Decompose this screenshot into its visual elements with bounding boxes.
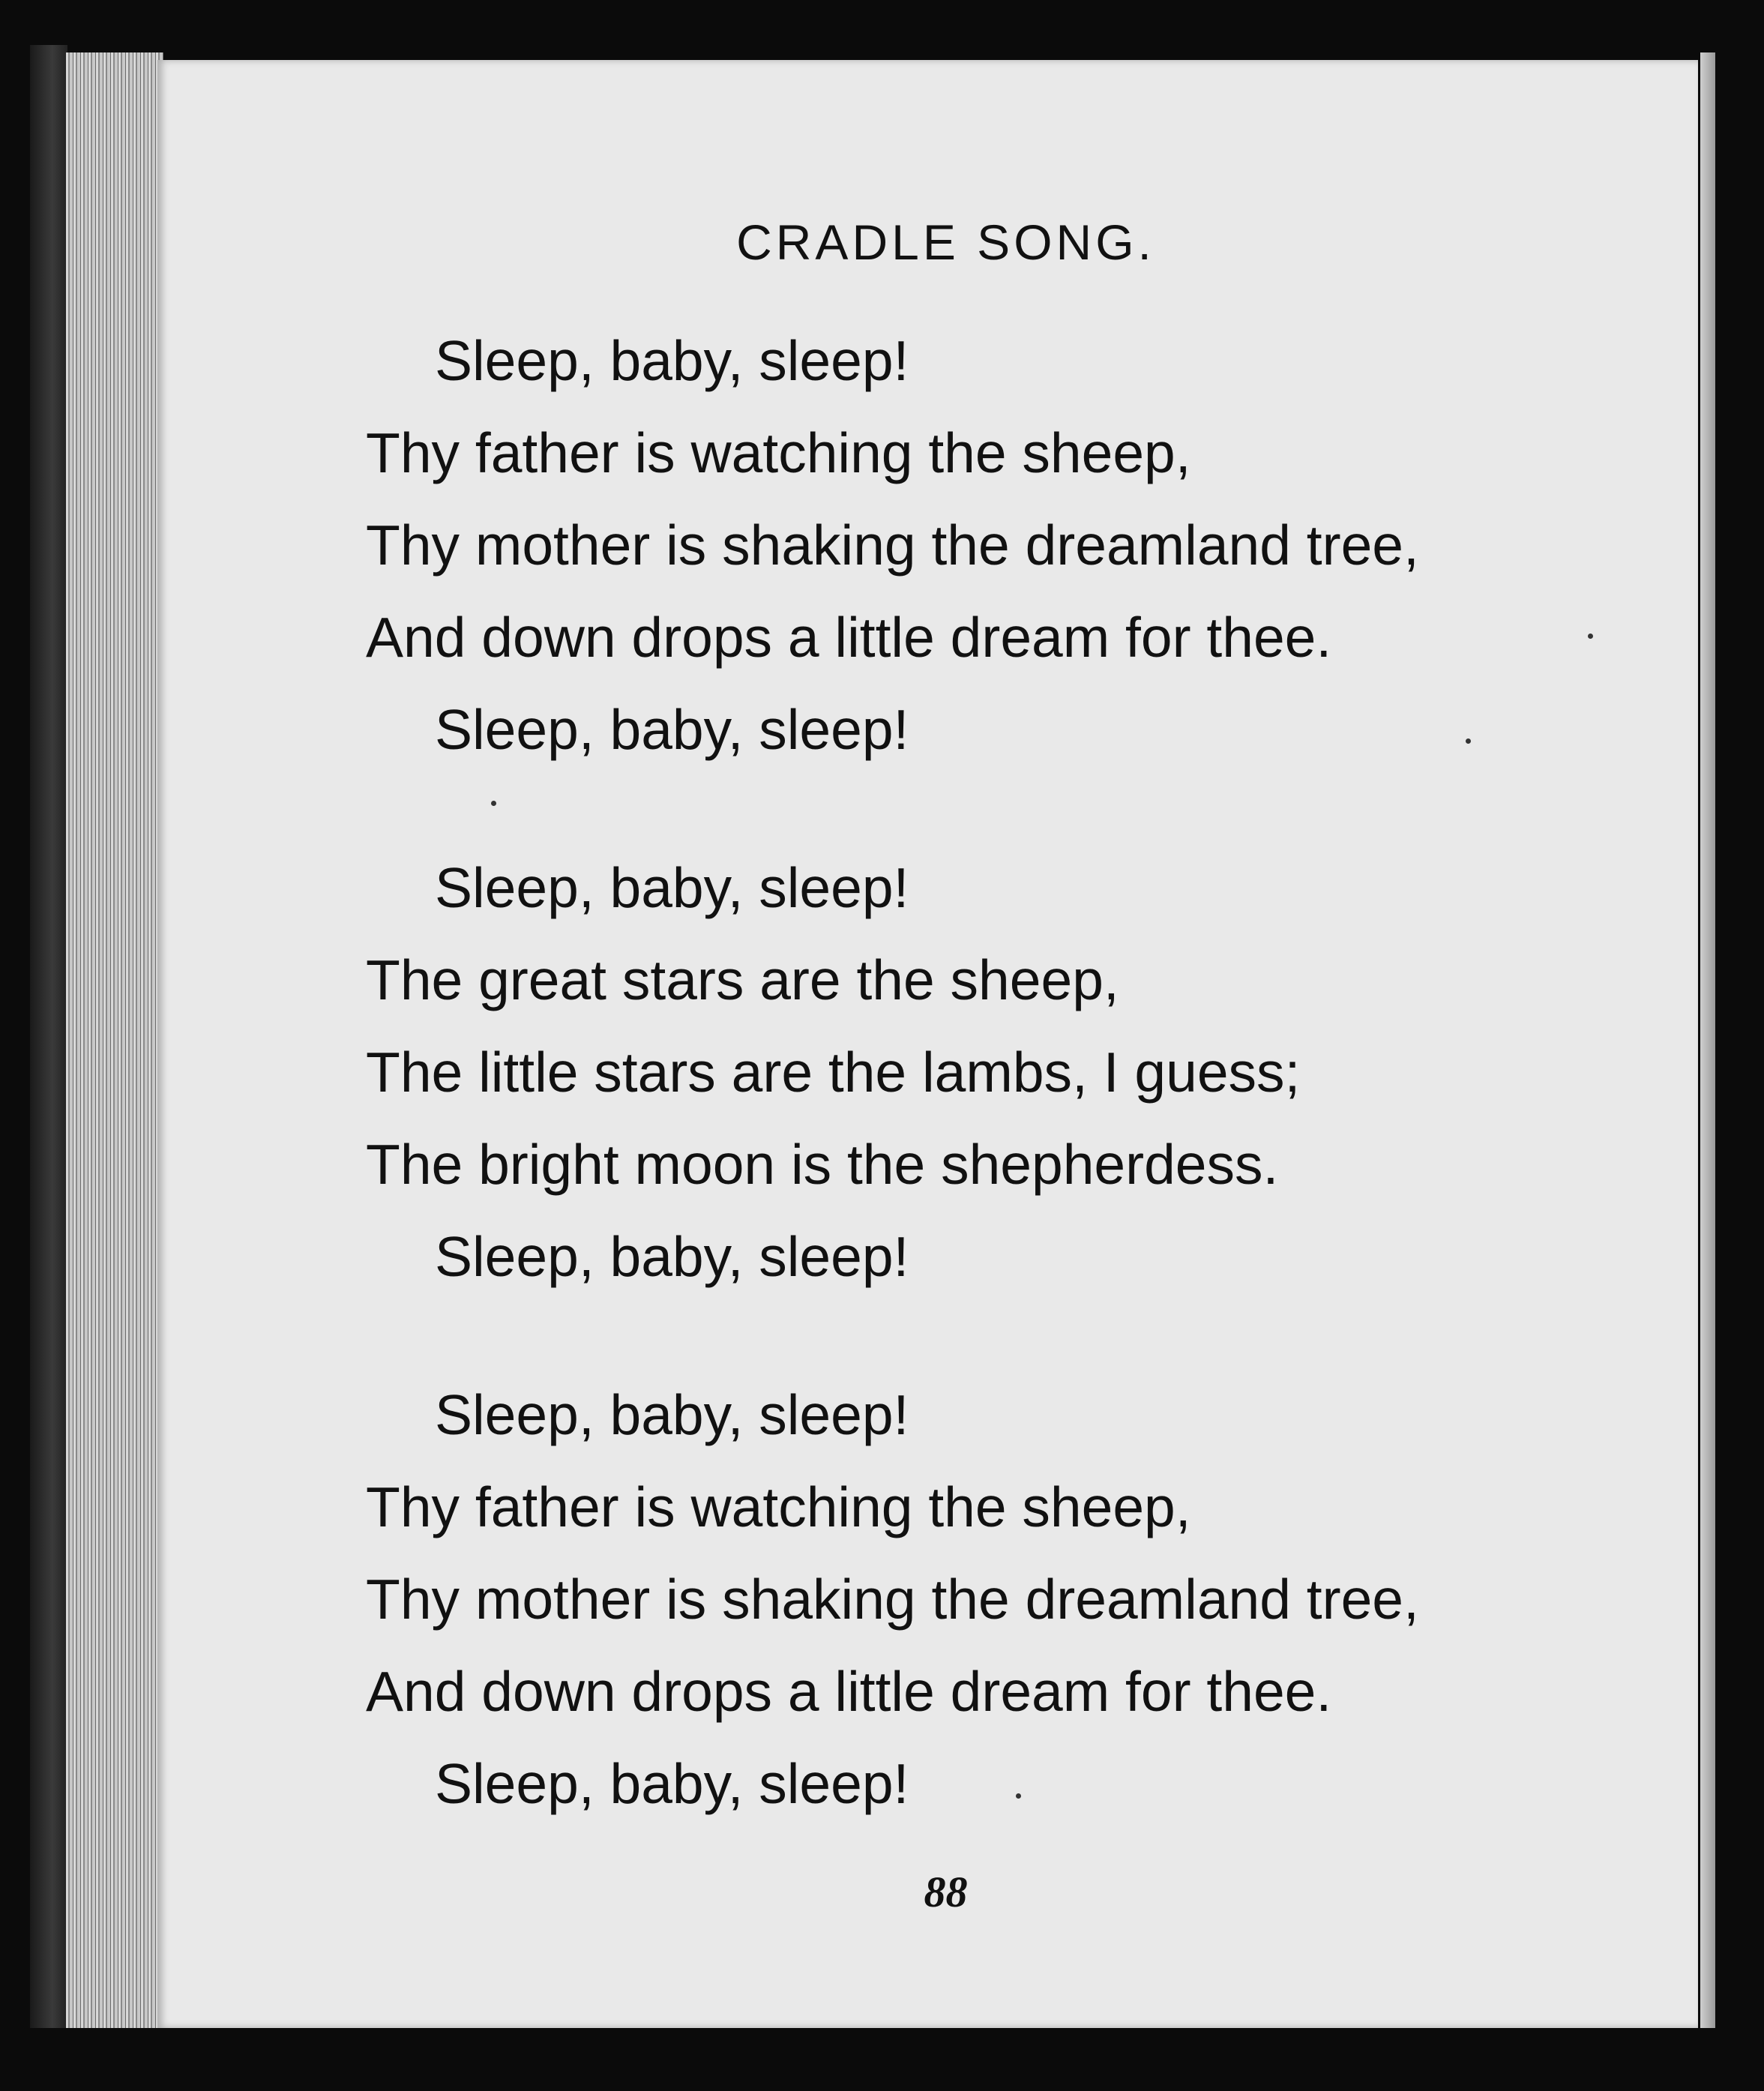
paper-speck xyxy=(1588,634,1593,639)
paper-speck xyxy=(491,801,496,806)
book-spine xyxy=(30,45,67,2054)
poem-line: Sleep, baby, sleep! xyxy=(435,856,909,919)
poem-line: Sleep, baby, sleep! xyxy=(435,1383,909,1446)
poem-line: The little stars are the lambs, I guess; xyxy=(366,1041,1301,1104)
page-edge-stack xyxy=(66,52,163,2039)
poem-line: The great stars are the sheep, xyxy=(366,948,1119,1011)
right-background xyxy=(1717,52,1764,2039)
page-title: CRADLE SONG. xyxy=(736,214,1155,270)
poem-line: Sleep, baby, sleep! xyxy=(435,698,909,761)
poem-line: The bright moon is the shepherdess. xyxy=(366,1133,1279,1196)
poem-line: Sleep, baby, sleep! xyxy=(435,1752,909,1815)
facing-page-edge xyxy=(1700,52,1715,2039)
poem-line: And down drops a little dream for thee. xyxy=(366,1660,1332,1723)
poem-line: Thy mother is shaking the dreamland tree, xyxy=(366,1568,1419,1631)
poem-line: Sleep, baby, sleep! xyxy=(435,1225,909,1288)
paper-speck xyxy=(1466,738,1471,744)
poem-line: Thy father is watching the sheep, xyxy=(366,421,1191,484)
poem-body xyxy=(366,315,1640,1896)
poem-line: And down drops a little dream for thee. xyxy=(366,606,1332,669)
poem-line: Thy father is watching the sheep, xyxy=(366,1475,1191,1538)
poem-line: Sleep, baby, sleep! xyxy=(435,329,909,392)
stanza-1 xyxy=(366,315,1640,776)
paper-speck xyxy=(1016,1793,1021,1799)
bottom-background xyxy=(0,2028,1764,2091)
page-number: 88 xyxy=(924,1868,968,1916)
stanza-2 xyxy=(366,842,1640,1303)
stanza-3 xyxy=(366,1369,1640,1830)
poem-line: Thy mother is shaking the dreamland tree, xyxy=(366,514,1419,577)
